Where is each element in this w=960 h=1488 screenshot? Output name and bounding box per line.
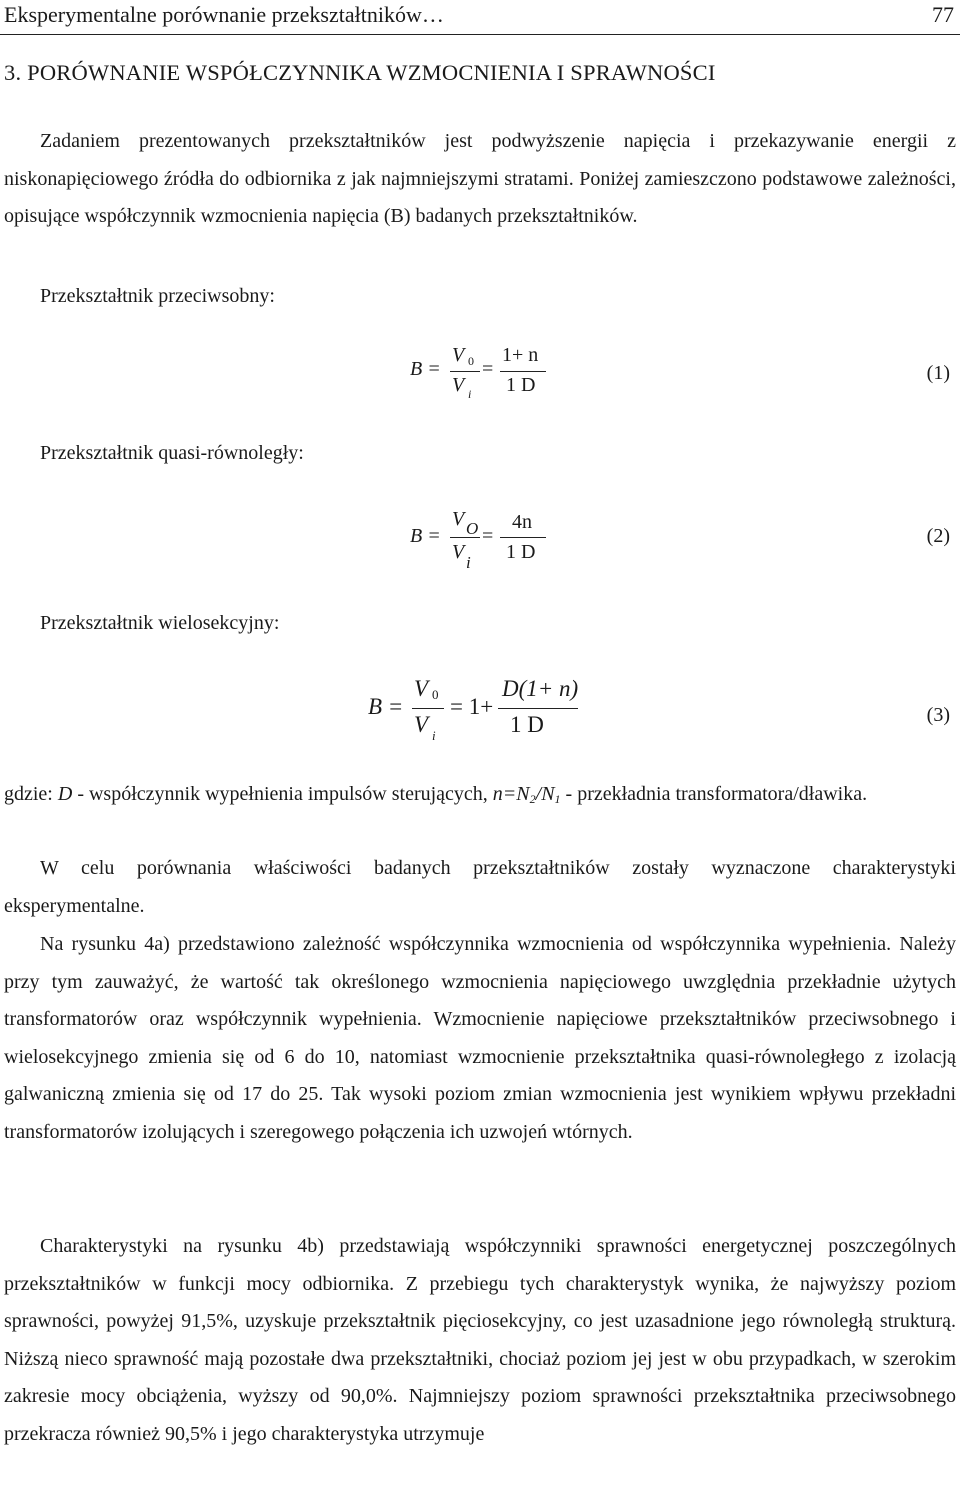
eq2-bar2 xyxy=(500,537,546,538)
eq3-num1-sub: 0 xyxy=(432,687,439,702)
eq3-den1: V xyxy=(414,712,429,737)
eq2-number: (2) xyxy=(926,525,950,547)
intro-paragraph xyxy=(4,123,956,236)
where-paragraph xyxy=(4,776,956,819)
page-number: 77 xyxy=(932,2,954,27)
equation-2 xyxy=(410,505,570,580)
where-n-expr: n=N xyxy=(492,783,530,805)
where-n-sub2: 1 xyxy=(554,792,561,806)
eq2-den2: 1 D xyxy=(506,541,536,563)
eq3-number: (3) xyxy=(926,704,950,726)
paragraph-2 xyxy=(4,926,956,1151)
eq3-lhs: B = xyxy=(368,694,404,719)
eq2-equals: = xyxy=(482,525,494,547)
where-D: D xyxy=(57,783,73,805)
paragraph-2-text: Na rysunku 4a) przedstawiono zależność współczynnika wzmocnienia od współczynnika wypełnienia. Należy przy tym zauważyć, że wartość tak określonego wzmocnienia napięciowego uwzględnia przekładnie użytych transformatorów oraz współczynnik wypełnienia. Wzmocnienie napięciowe przekształtników przeciwsobnego i wielosekcyjnego zmienia się od 6 do 10, natomiast wzmocnienie przekształtnika quasi-równoległego z izolacją galwaniczną zmienia się od 17 do 25. Tak wysoki poziom zmian wzmocnienia jest wynikiem wpływu przekładni transformatorów izolujących i szeregowego połączenia ich uzwojeń wtórnych. xyxy=(4,933,956,1143)
label-multisection: Przekształtnik wielosekcyjny: xyxy=(40,612,280,634)
paragraph-1-text: W celu porównania właściwości badanych przekształtników zostały wyznaczone charakterystyki eksperymentalne. xyxy=(4,857,956,917)
eq2-num1-sub: O xyxy=(466,519,479,538)
eq1-number: (1) xyxy=(926,362,950,384)
eq2-bar1 xyxy=(450,537,480,538)
eq3-num2: D(1+ n) xyxy=(502,676,579,701)
eq3-bar1 xyxy=(412,708,444,709)
eq1-den1-sub: i xyxy=(468,387,472,401)
eq3-den2: 1 D xyxy=(510,712,544,737)
paragraph-1 xyxy=(4,850,956,925)
eq2-num2: 4n xyxy=(512,511,532,533)
where-prefix: gdzie: xyxy=(4,783,58,805)
eq1-equals: = xyxy=(482,358,494,380)
eq1-num1: V xyxy=(452,344,465,366)
where-slash: /N xyxy=(535,783,555,805)
running-title: Eksperymentalne porównanie przekształtników… xyxy=(4,2,444,27)
eq1-num1-sub: 0 xyxy=(468,354,474,368)
eq1-bar2 xyxy=(500,371,546,372)
eq3-den1-sub: i xyxy=(432,728,436,743)
where-mid: - współczynnik wypełnienia impulsów sterujących, xyxy=(72,783,493,805)
eq3-num1: V xyxy=(414,676,429,701)
section-title: 3. PORÓWNANIE WSPÓŁCZYNNIKA WZMOCNIENIA I SPRAWNOŚCI xyxy=(4,60,716,85)
running-header xyxy=(0,0,960,35)
equation-1 xyxy=(410,340,570,410)
eq2-den1-sub: i xyxy=(466,553,471,572)
eq1-den1: V xyxy=(452,374,465,396)
eq1-den2: 1 D xyxy=(506,374,536,396)
eq2-den1: V xyxy=(452,541,465,563)
eq3-bar2 xyxy=(498,708,578,709)
eq2-lhs: B = xyxy=(410,525,441,547)
intro-text: Zadaniem prezentowanych przekształtników jest podwyższenie napięcia i przekazywanie energii z niskonapięciowego źródła do odbiornika z jak najmniejszymi stratami. Poniżej zamieszczono podstawowe zależności, opisujące współczynnik wzmocnienia napięcia (B) badanych przekształtników. xyxy=(4,130,956,227)
label-quasi-parallel: Przekształtnik quasi-równoległy: xyxy=(40,442,304,464)
eq2-num1: V xyxy=(452,508,465,530)
where-n-sub: 2 xyxy=(529,792,536,806)
label-push-pull: Przekształtnik przeciwsobny: xyxy=(40,285,275,307)
eq3-equals: = 1+ xyxy=(450,694,494,719)
eq1-num2: 1+ n xyxy=(502,344,539,366)
eq1-bar1 xyxy=(450,371,480,372)
equation-3 xyxy=(368,674,598,754)
paragraph-3 xyxy=(4,1228,956,1453)
where-suffix: - przekładnia transformatora/dławika. xyxy=(560,783,868,805)
paragraph-3-text: Charakterystyki na rysunku 4b) przedstawiają współczynniki sprawności energetycznej poszczególnych przekształtników w funkcji mocy odbiornika. Z przebiegu tych charakterystyk wynika, że najwyższy poziom sprawności, powyżej 91,5%, uzyskuje przekształtnik pięciosekcyjny, co jest uzasadnione jego równoległą strukturą. Niższą nieco sprawność mają pozostałe dwa przekształtniki, chociaż poziom jej jest w obu przypadkach, w szerokim zakresie mocy obciążenia, wyższy od 90,0%. Najmniejszy poziom sprawności przekształtnika przeciwsobnego przekracza również 90,5% i jego charakterystyka utrzymuje xyxy=(4,1235,956,1445)
eq1-lhs: B = xyxy=(410,358,441,380)
